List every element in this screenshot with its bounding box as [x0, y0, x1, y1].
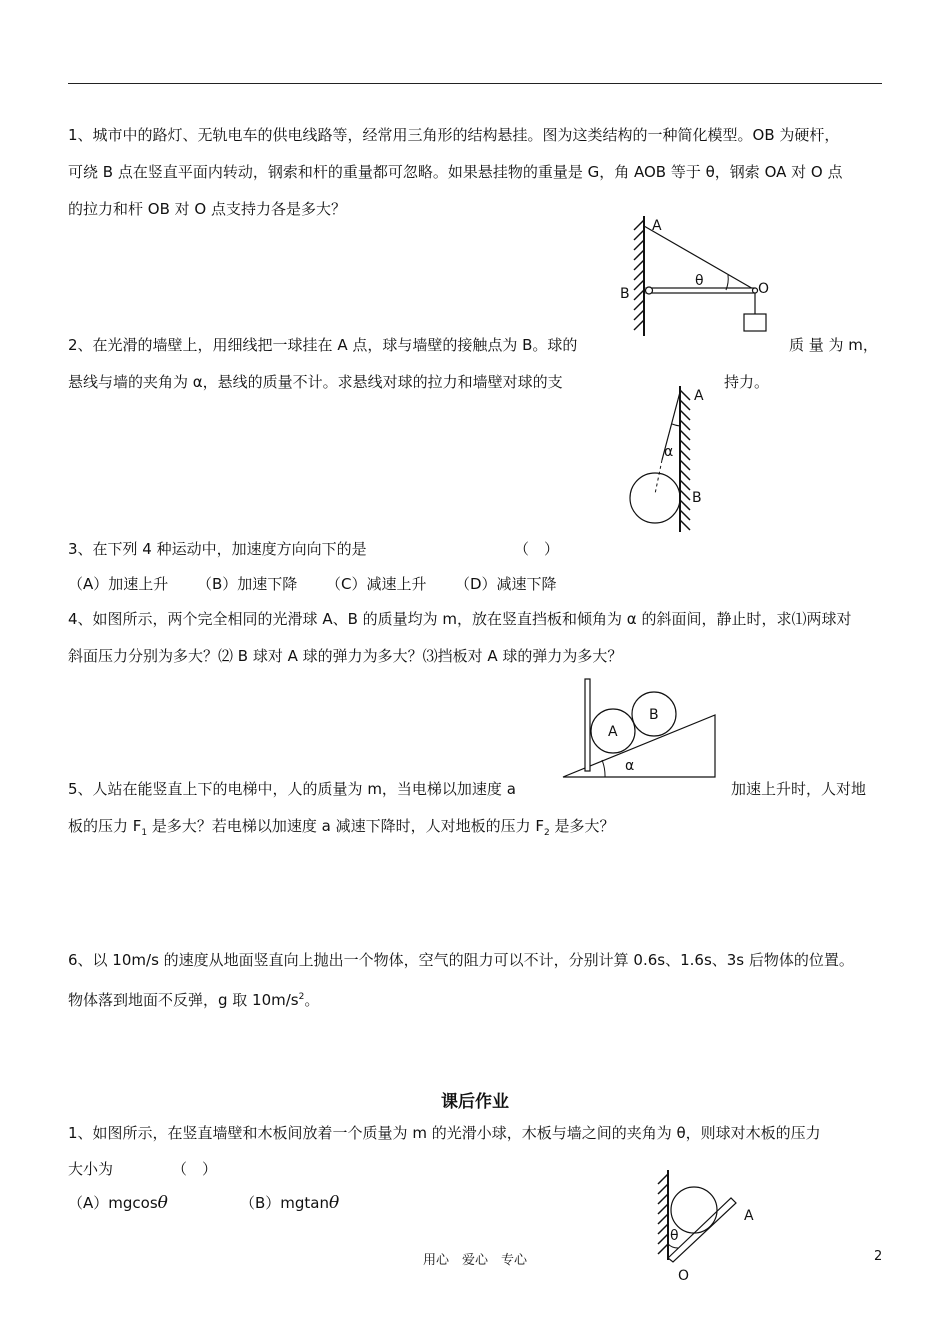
q5-line-1-right: 加速上升时，人对地 [731, 780, 867, 798]
hw-q1-option-a [68, 1193, 168, 1213]
q5-line-2-b: 是多大？若电梯以加速度 a 减速下降时，人对地板的压力 F [147, 817, 545, 835]
hw-q1-paren: （ ） [172, 1160, 218, 1178]
header-rule [68, 83, 882, 84]
q1-line-1: 1、城市中的路灯、无轨电车的供电线路等，经常用三角形的结构悬挂。图为这类结构的一种简化模型。OB 为硬杆， [68, 126, 840, 144]
hw-opt-a-text: （A）mgcos [68, 1194, 158, 1212]
footer-motto: 用心 爱心 专心 [422, 1253, 527, 1268]
q1-label-a: A [652, 218, 662, 234]
q2-line-2-left: 悬线与墙的夹角为 α，悬线的质量不计。求悬线对球的拉力和墙壁对球的支 [68, 373, 563, 391]
hw-q1-line-1: 1、如图所示，在竖直墙壁和木板间放着一个质量为 m 的光滑小球，木板与墙之间的夹角为 θ，则球对木板的压力 [68, 1124, 821, 1142]
hw-label-a: A [744, 1208, 754, 1224]
q6-line-1: 6、以 10m/s 的速度从地面竖直向上抛出一个物体，空气的阻力可以不计，分别计算 0.6s、1.6s、3s 后物体的位置。 [68, 951, 854, 969]
q1-line-3: 的拉力和杆 OB 对 O 点支持力各是多大？ [68, 200, 346, 218]
q3-option-b: （B）加速下降 [197, 575, 298, 593]
hw-opt-b-theta: θ [329, 1193, 340, 1213]
hw-q1-option-b [240, 1193, 339, 1213]
hw-label-o: O [678, 1268, 690, 1284]
q3-option-a: （A）加速上升 [68, 575, 169, 593]
q4-label-alpha: α [625, 758, 635, 774]
hw-label-theta: θ [670, 1228, 679, 1244]
q1-figure [610, 212, 780, 342]
q4-label-b: B [649, 707, 659, 723]
q5-line-1-left: 5、人站在能竖直上下的电梯中，人的质量为 m，当电梯以加速度 a [68, 780, 516, 798]
q3-option-c: （C）减速上升 [326, 575, 427, 593]
q2-figure [620, 380, 720, 540]
q4-line-1: 4、如图所示，两个完全相同的光滑球 A、B 的质量均为 m，放在竖直挡板和倾角为 α 的斜面间，静止时，求⑴两球对 [68, 610, 852, 628]
q3-paren: （ ） [514, 540, 560, 558]
q5-line-2-c: 是多大？ [549, 817, 615, 835]
page-number: 2 [874, 1249, 883, 1264]
q1-label-theta: θ [695, 273, 704, 289]
q5-subscript-2: 2 [544, 828, 550, 838]
hw-opt-b-text: （B）mgtan [240, 1194, 330, 1212]
hw-q1-line-2: 大小为 [68, 1160, 114, 1178]
q1-label-b: B [620, 286, 630, 302]
q4-line-2: 斜面压力分别为多大？⑵ B 球对 A 球的弹力为多大？⑶挡板对 A 球的弹力为多大？ [68, 647, 623, 665]
hw-opt-a-theta: θ [157, 1193, 168, 1213]
q3-line-1: 3、在下列 4 种运动中，加速度方向向下的是 [68, 540, 367, 558]
q1-line-2: 可绕 B 点在竖直平面内转动，钢索和杆的重量都可忽略。如果悬挂物的重量是 G，角 AOB 等于 θ，钢索 OA 对 O 点 [68, 163, 843, 181]
q6-line-2-b: 。 [304, 991, 320, 1009]
q1-label-o: O [758, 281, 770, 297]
q5-line-2 [68, 816, 615, 843]
q2-line-1-right: 质 量 为 m， [789, 336, 878, 354]
q5-line-2-a: 板的压力 F [68, 817, 142, 835]
q4-figure [555, 675, 725, 785]
q5-subscript-1: 1 [141, 828, 148, 838]
q6-line-2 [68, 987, 319, 1010]
q6-line-2-a: 物体落到地面不反弹，g 取 10m/s [68, 991, 299, 1009]
q4-label-a: A [608, 724, 618, 740]
homework-title: 课后作业 [441, 1092, 509, 1112]
q6-superscript: 2 [298, 992, 305, 1002]
q2-label-a: A [694, 388, 704, 404]
q3-option-d: （D）减速下降 [455, 575, 557, 593]
q2-line-1-left: 2、在光滑的墙壁上，用细线把一球挂在 A 点，球与墙壁的接触点为 B。球的 [68, 336, 578, 354]
q2-line-2-right: 持力。 [724, 373, 770, 391]
q2-label-b: B [692, 490, 702, 506]
q2-label-alpha: α [664, 444, 674, 460]
